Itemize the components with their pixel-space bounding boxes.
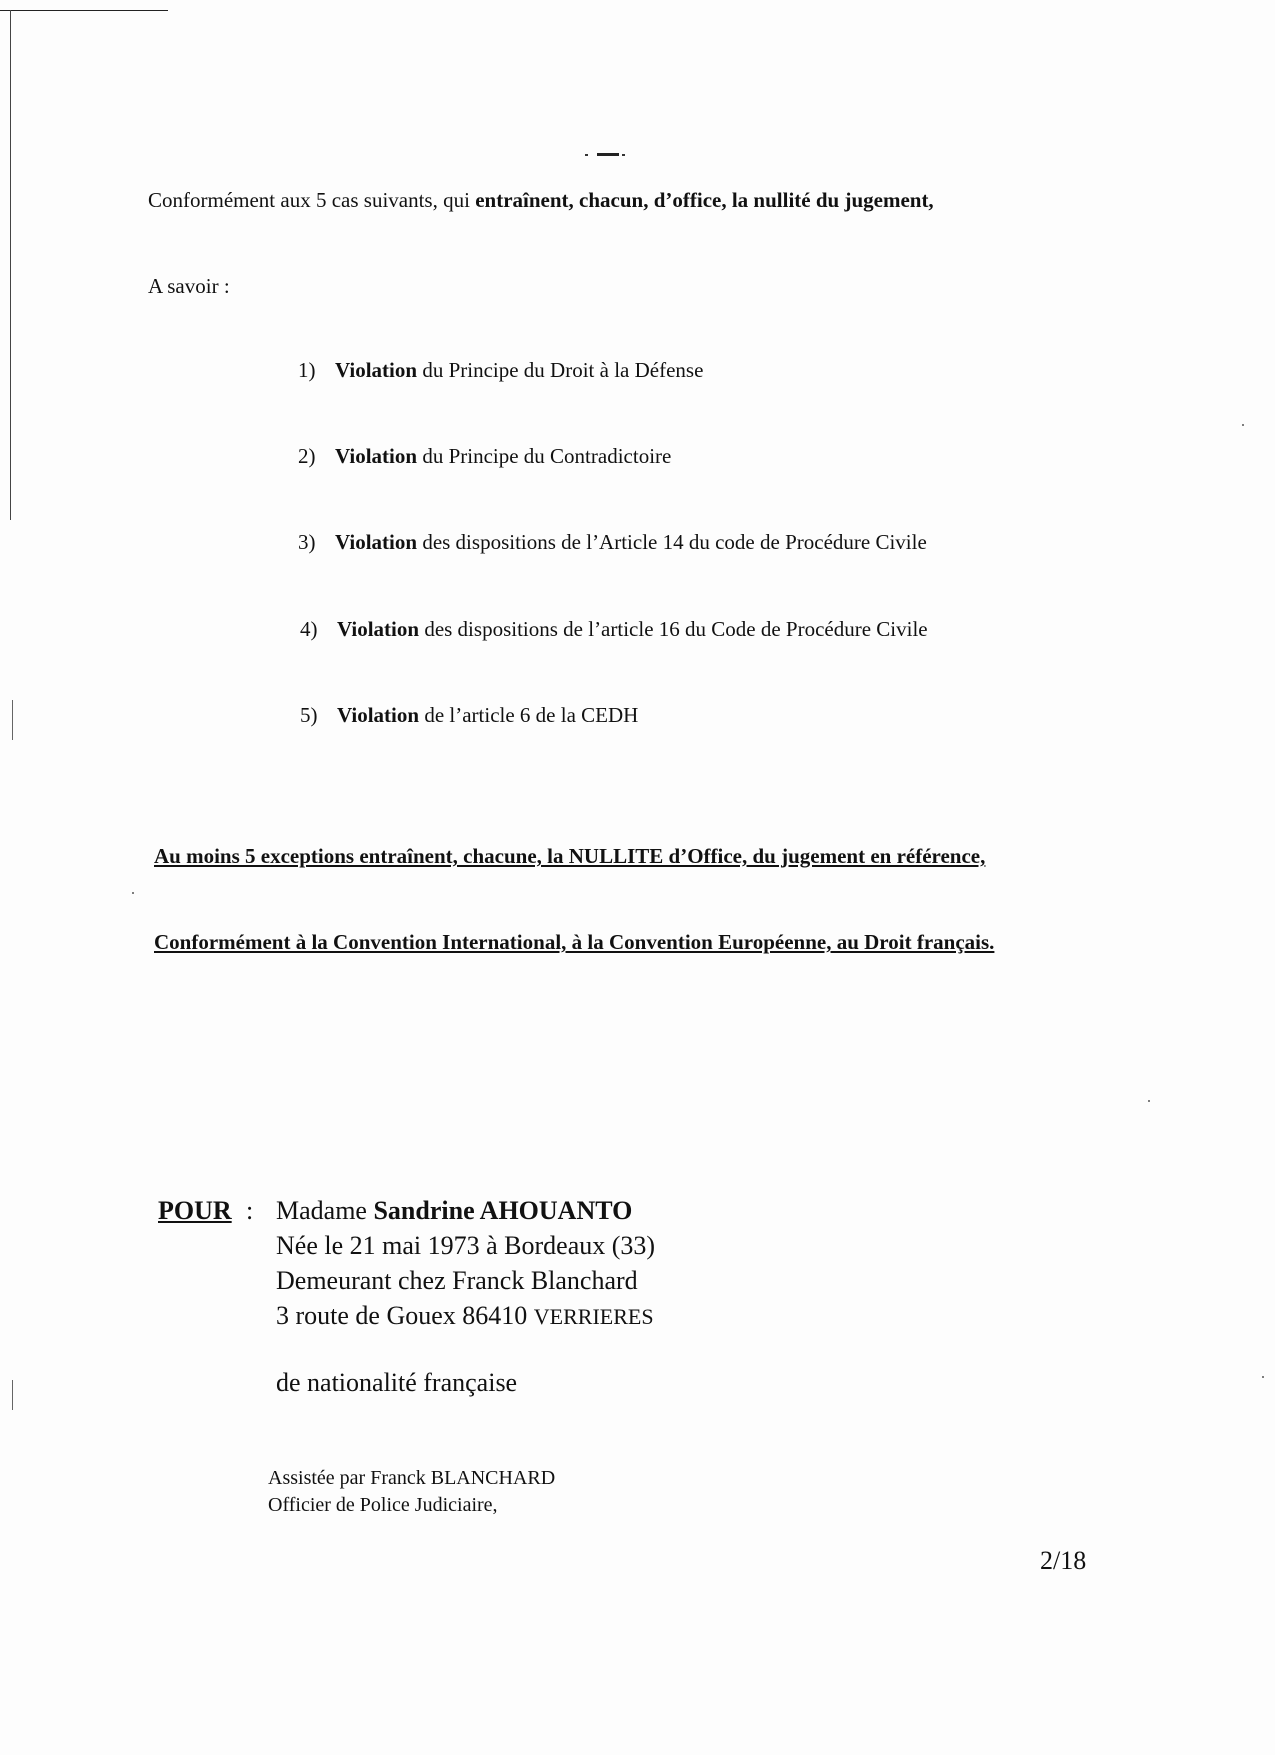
list-keyword: Violation: [335, 444, 418, 468]
list-item: [298, 443, 671, 469]
scan-speck: [1242, 424, 1244, 426]
assistance-role: Officier de Police Judiciaire,: [268, 1494, 498, 1516]
list-number: 3): [298, 530, 316, 554]
address-city: VERRIERES: [533, 1304, 654, 1329]
list-keyword: Violation: [337, 703, 420, 727]
list-item: [300, 616, 928, 642]
exceptions-paragraph: Au moins 5 exceptions entraînent, chacune, la NULLITE d’Office, du jugement en référence,: [154, 844, 986, 868]
party-title: Madame: [276, 1196, 374, 1225]
party-birth: Née le 21 mai 1973 à Bordeaux (33): [276, 1231, 656, 1260]
page-number: 2/18: [1040, 1546, 1087, 1575]
list-item: [298, 529, 927, 555]
list-number: 5): [300, 703, 318, 727]
scan-left-mark: [12, 700, 13, 740]
intro-sentence: [148, 187, 934, 213]
party-name: Sandrine AHOUANTO: [373, 1196, 633, 1225]
assistance-line: Assistée par Franck BLANCHARD: [268, 1467, 556, 1489]
list-text: du Principe du Contradictoire: [417, 444, 672, 468]
list-number: 2): [298, 444, 316, 468]
scan-top-rule: [0, 10, 168, 11]
address-street: 3 route de Gouex 86410: [276, 1301, 534, 1330]
list-number: 1): [298, 358, 316, 382]
list-text: de l’article 6 de la CEDH: [419, 703, 639, 727]
party-residence: Demeurant chez Franck Blanchard: [276, 1266, 638, 1295]
list-item: [300, 702, 638, 728]
party-address: [276, 1301, 654, 1332]
list-number: 4): [300, 617, 318, 641]
list-keyword: Violation: [335, 358, 418, 382]
scan-left-mark: [12, 1380, 13, 1410]
scan-left-margin-rule: [10, 10, 11, 520]
scan-mark: [585, 153, 625, 157]
list-item: [298, 357, 703, 383]
intro-bold: entraînent, chacun, d’office, la nullité du jugement,: [475, 188, 934, 212]
list-keyword: Violation: [337, 617, 420, 641]
list-text: des dispositions de l’article 16 du Code de Procédure Civile: [419, 617, 928, 641]
list-text: des dispositions de l’Article 14 du code de Procédure Civile: [417, 530, 927, 554]
scan-speck: [1148, 1100, 1150, 1102]
scan-speck: [1262, 1376, 1264, 1378]
list-keyword: Violation: [335, 530, 418, 554]
party-name-line: [276, 1196, 632, 1226]
pour-colon: :: [246, 1196, 254, 1225]
pour-label: POUR: [158, 1196, 232, 1225]
a-savoir-label: A savoir :: [148, 274, 230, 298]
convention-paragraph: Conformément à la Convention International, à la Convention Européenne, au Droit français.: [154, 930, 995, 954]
party-nationality: de nationalité française: [276, 1368, 518, 1397]
scan-speck: [132, 892, 134, 894]
intro-prefix: Conformément aux 5 cas suivants, qui: [148, 188, 476, 212]
list-text: du Principe du Droit à la Défense: [417, 358, 704, 382]
